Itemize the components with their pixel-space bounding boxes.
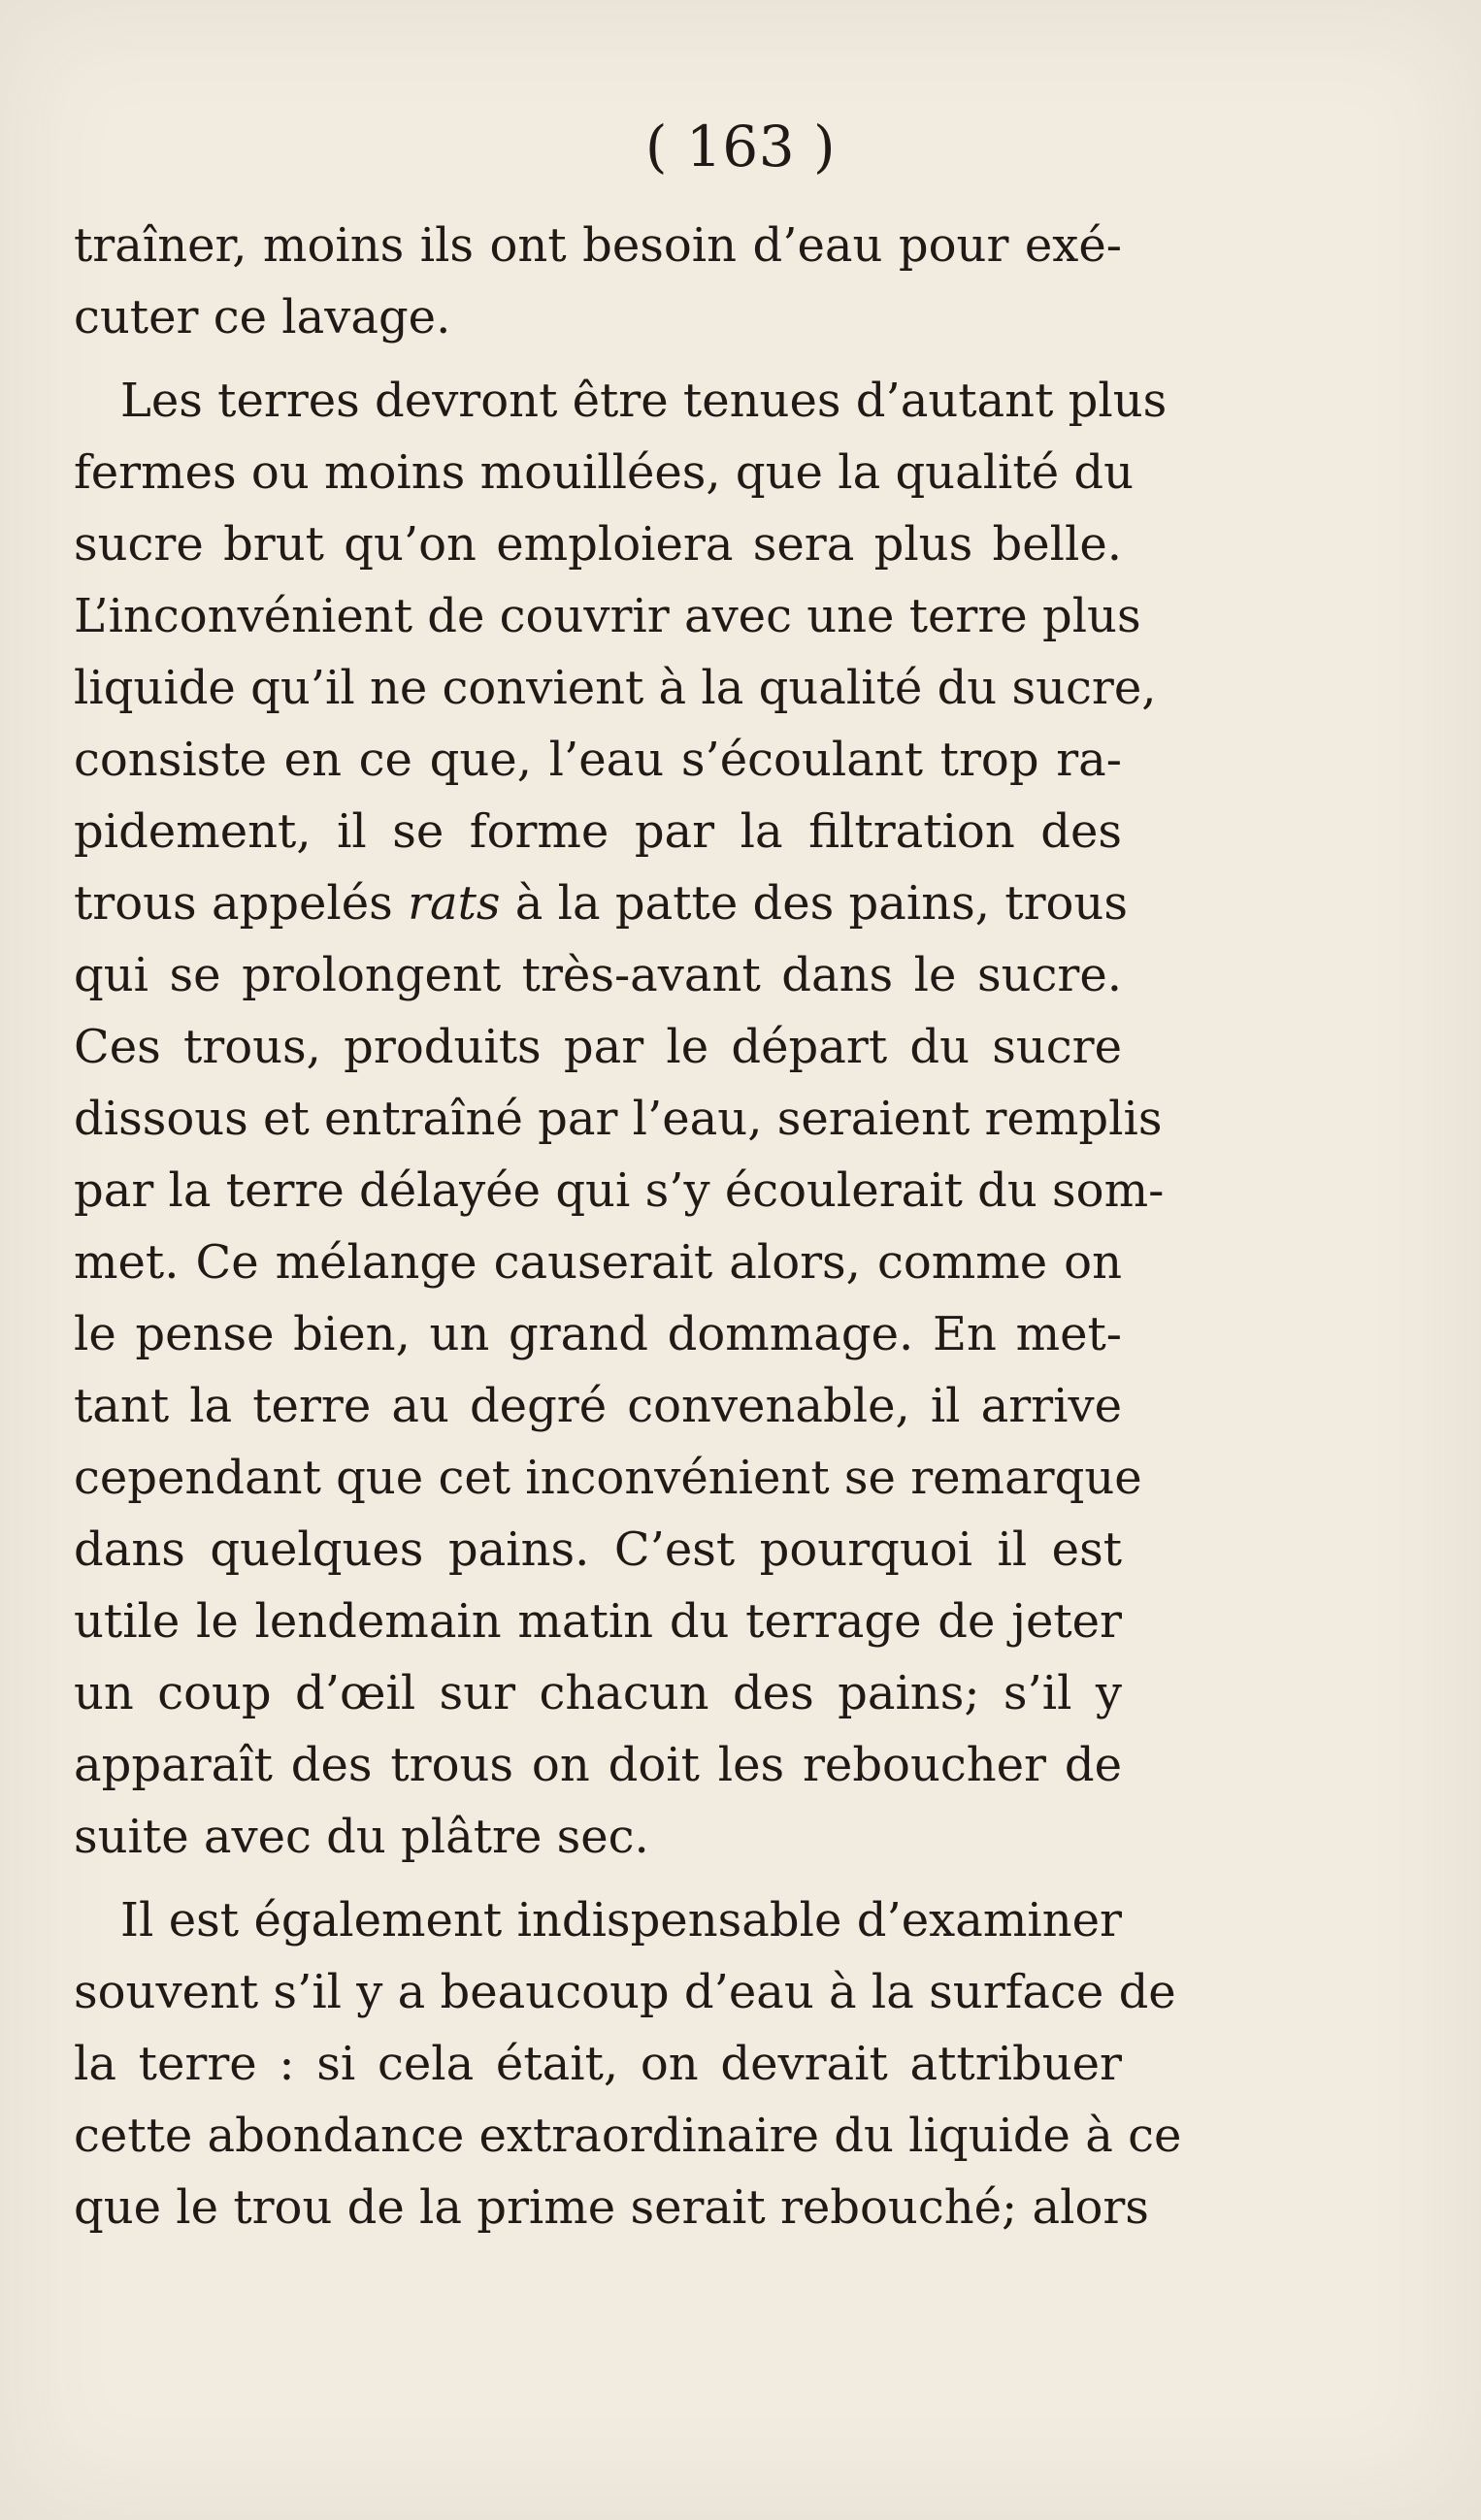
page-number: ( 163 ) bbox=[644, 114, 837, 180]
text-line: L’inconvénient de couvrir avec une terre plus bbox=[74, 589, 1141, 643]
text-line: tant la terre au degré convenable, il arrive bbox=[74, 1379, 1122, 1433]
paragraph-spacing bbox=[74, 1873, 1122, 1884]
text-line: consiste en ce que, l’eau s’écoulant trop ra- bbox=[74, 733, 1122, 787]
text-line: Les terres devront être tenues d’autant plus bbox=[120, 374, 1168, 428]
text-fragment: à la patte des pains, trous bbox=[500, 876, 1128, 931]
text-line: fermes ou moins mouillées, que la qualité du bbox=[74, 445, 1134, 500]
text-line: liquide qu’il ne convient à la qualité du sucre, bbox=[74, 661, 1157, 715]
text-line: Ces trous, produits par le départ du sucre bbox=[74, 1020, 1122, 1074]
text-line: apparaît des trous on doit les reboucher de bbox=[74, 1738, 1122, 1792]
text-line: utile le lendemain matin du terrage de jeter bbox=[74, 1594, 1122, 1649]
text-line: le pense bien, un grand dommage. En met- bbox=[74, 1307, 1122, 1361]
text-line: sucre brut qu’on emploiera sera plus belle. bbox=[74, 517, 1122, 572]
text-line: cuter ce lavage. bbox=[74, 290, 451, 344]
page-text bbox=[74, 210, 1182, 2243]
paragraph-spacing bbox=[74, 353, 1122, 365]
text-line-with-italic bbox=[74, 867, 1128, 939]
italic-term-rats: rats bbox=[408, 876, 501, 931]
text-fragment: trous appelés bbox=[74, 876, 409, 931]
text-line: cette abondance extraordinaire du liquide à ce bbox=[74, 2109, 1182, 2163]
text-line: la terre : si cela était, on devrait attribuer bbox=[74, 2037, 1122, 2091]
text-line: que le trou de la prime serait rebouché; alors bbox=[74, 2180, 1149, 2235]
text-line: souvent s’il y a beaucoup d’eau à la surface de bbox=[74, 1965, 1176, 2019]
text-line: dans quelques pains. C’est pourquoi il est bbox=[74, 1522, 1122, 1577]
text-line: suite avec du plâtre sec. bbox=[74, 1810, 649, 1864]
text-line: pidement, il se forme par la filtration des bbox=[74, 804, 1122, 859]
text-line: un coup d’œil sur chacun des pains; s’il y bbox=[74, 1666, 1122, 1720]
text-line: par la terre délayée qui s’y écoulerait du som- bbox=[74, 1163, 1165, 1218]
text-line: traîner, moins ils ont besoin d’eau pour exé- bbox=[74, 218, 1122, 273]
text-line: qui se prolongent très-avant dans le sucre. bbox=[74, 948, 1122, 1002]
text-line: met. Ce mélange causerait alors, comme on bbox=[74, 1235, 1122, 1290]
text-line: cependant que cet inconvénient se remarque bbox=[74, 1451, 1142, 1505]
text-line: dissous et entraîné par l’eau, seraient remplis bbox=[74, 1092, 1163, 1146]
text-line: Il est également indispensable d’examiner bbox=[120, 1893, 1122, 1947]
